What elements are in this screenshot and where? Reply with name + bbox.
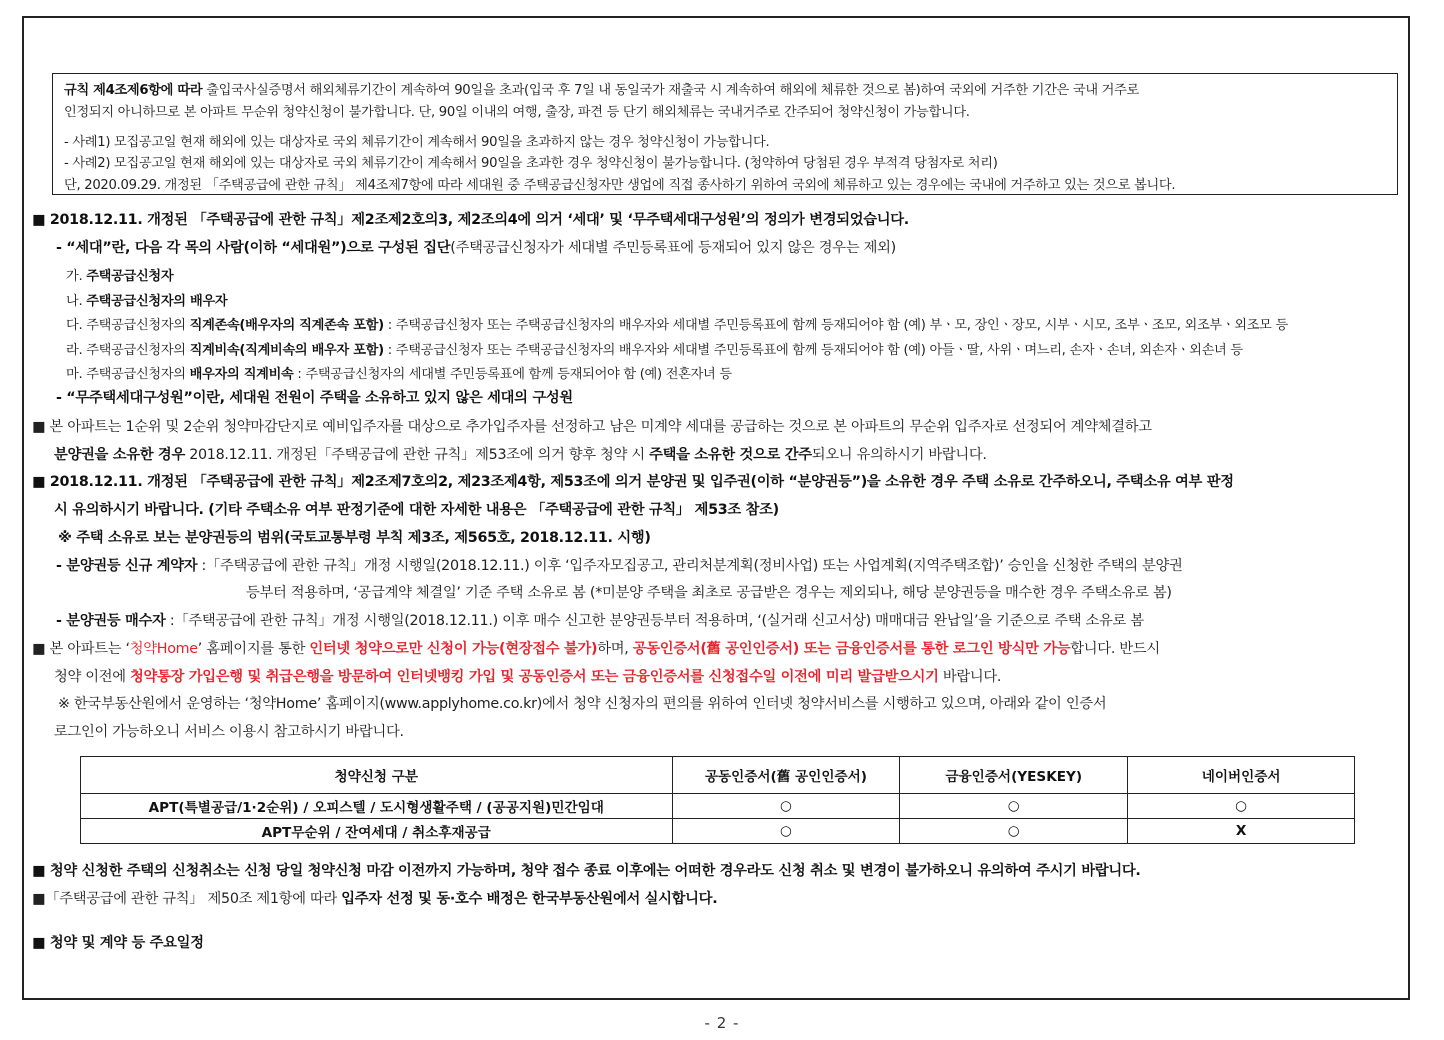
- household-definition-heading: ■ 2018.12.11. 개정된 「주택공급에 관한 규칙」제2조제2호의3, 제2조의4에 의거 ‘세대’ 및 ‘무주택세대구성원’의 정의가 변경되었습니다.: [32, 212, 909, 228]
- household-member-ga: 가. 주택공급신청자: [66, 269, 174, 284]
- presale-right-notice-line-2: 시 유의하시기 바랍니다. (기타 주택소유 여부 판정기준에 대한 자세한 내용은 「주택공급에 관한 규칙」 제53조 참조): [54, 502, 779, 518]
- notice-case-1: - 사례1) 모집공고일 현재 해외에 있는 대상자로 국외 체류기간이 계속해서 90일을 초과하지 않는 경우 청약신청이 가능합니다.: [64, 135, 770, 150]
- reserve-winner-notice-line-1: ■ 본 아파트는 1순위 및 2순위 청약마감단지로 예비입주자를 대상으로 추가입주자를 선정하고 남은 미계약 세대를 공급하는 것으로 본 아파트의 무순위 입주자로 선정되어 계약체결하고: [32, 419, 1152, 435]
- presale-right-scope: ※ 주택 소유로 보는 분양권등의 범위(국토교통부령 부칙 제3조, 제565호, 2018.12.11. 시행): [58, 530, 651, 546]
- presale-new-contractor: - 분양권등 신규 계약자 :「주택공급에 관한 규칙」개정 시행일(2018.12.11.) 이후 ‘입주자모집공고, 관리처분계획(정비사업) 또는 사업계획(지역주택조합)’ 승인을 신청한 주택의 분양권: [56, 558, 1183, 574]
- table-header-cell: 청약신청 구분: [81, 757, 673, 794]
- household-member-ma: 마. 주택공급신청자의 배우자의 직계비속 : 주택공급신청자의 세대별 주민등록표에 함께 등재되어야 함 (예) 전혼자녀 등: [66, 367, 732, 382]
- household-member-ra: 라. 주택공급신청자의 직계비속(직계비속의 배우자 포함) : 주택공급신청자 또는 주택공급신청자의 배우자와 세대별 주민등록표에 함께 등재되어야 함 (예) 아들ㆍ딸, 사위ㆍ며느리, 손자ㆍ손녀, 외손자ㆍ외손녀 등: [66, 343, 1243, 358]
- household-definition: - “세대”란, 다음 각 목의 사람(이하 “세대원”)으로 구성된 집단(주택공급신청자가 세대별 주민등록표에 등재되어 있지 않은 경우는 제외): [56, 240, 896, 256]
- notice-exception: 단, 2020.09.29. 개정된 「주택공급에 관한 규칙」 제4조제7항에 따라 세대원 중 주택공급신청자만 생업에 직접 종사하기 위하여 국외에 체류하고 있는 경우에는 국내에 거주하고 있는 것으로 봅니다.: [64, 178, 1176, 193]
- table-cell-joint-cert: ○: [672, 819, 900, 844]
- notice-case-2: - 사례2) 모집공고일 현재 해외에 있는 대상자로 국외 체류기간이 계속해서 90일을 초과한 경우 청약신청이 불가능합니다. (청약하여 당첨된 경우 부적격 당첨자로 처리): [64, 156, 998, 171]
- reserve-winner-notice-line-2: 분양권을 소유한 경우 2018.12.11. 개정된「주택공급에 관한 규칙」제53조에 의거 향후 청약 시 주택을 소유한 것으로 간주되오니 유의하시기 바랍니다.: [54, 447, 987, 463]
- presale-buyer: - 분양권등 매수자 :「주택공급에 관한 규칙」개정 시행일(2018.12.11.) 이후 매수 신고한 분양권등부터 적용하며, ‘(실거래 신고서상) 매매대금 완납일’을 기준으로 주택 소유로 봄: [56, 613, 1144, 629]
- applyhome-service-note-line-2: 로그인이 가능하오니 서비스 이용시 참고하시기 바랍니다.: [54, 724, 404, 740]
- certificate-login-table: [80, 756, 1355, 844]
- table-cell-category: APT(특별공급/1·2순위) / 오피스텔 / 도시형생활주택 / (공공지원)민간임대: [81, 794, 673, 819]
- table-header-row: [81, 757, 1355, 794]
- table-cell-category: APT무순위 / 잔여세대 / 취소후재공급: [81, 819, 673, 844]
- household-member-na: 나. 주택공급신청자의 배우자: [66, 294, 228, 309]
- internet-application-notice-line-2: 청약 이전에 청약통장 가입은행 및 취급은행을 방문하여 인터넷뱅킹 가입 및 공동인증서 또는 금융인증서를 신청접수일 이전에 미리 발급받으시기 바랍니다.: [54, 669, 1002, 685]
- table-cell-joint-cert: ○: [672, 794, 900, 819]
- no-house-member-definition: - “무주택세대구성원”이란, 세대원 전원이 주택을 소유하고 있지 않은 세대의 구성원: [56, 390, 573, 406]
- table-cell-naver-cert: ○: [1128, 794, 1355, 819]
- table-cell-finance-cert: ○: [900, 819, 1128, 844]
- notice-line-2: 인정되지 아니하므로 본 아파트 무순위 청약신청이 불가합니다. 단, 90일 이내의 여행, 출장, 파견 등 단기 해외체류는 국내거주로 간주되어 청약신청이 가능합니다.: [64, 105, 970, 120]
- page-number: - 2 -: [704, 1014, 740, 1032]
- internet-application-notice-line-1: ■ 본 아파트는 ‘청약Home’ 홈페이지를 통한 인터넷 청약으로만 신청이 가능(현장접수 불가)하며, 공동인증서(舊 공인인증서) 또는 금융인증서를 통한 로그인 방식만 가능합니다. 반드시: [32, 641, 1160, 657]
- table-cell-naver-cert: X: [1128, 819, 1355, 844]
- unit-assignment-notice: ■「주택공급에 관한 규칙」 제50조 제1항에 따라 입주자 선정 및 동·호수 배정은 한국부동산원에서 실시합니다.: [32, 891, 718, 907]
- table-header-cell: 네이버인증서: [1128, 757, 1355, 794]
- presale-new-contractor-cont: 등부터 적용하며, ‘공급계약 체결일’ 기준 주택 소유로 봄 (*미분양 주택을 최초로 공급받은 경우는 제외되나, 해당 분양권등을 매수한 경우 주택소유로 봄): [246, 585, 1172, 601]
- presale-right-notice-line-1: ■ 2018.12.11. 개정된 「주택공급에 관한 규칙」제2조제7호의2, 제23조제4항, 제53조에 의거 분양권 및 입주권(이하 “분양권등”)을 소유한 경우 주택 소유로 간주하오니, 주택소유 여부 판정: [32, 474, 1234, 490]
- applyhome-service-note-line-1: ※ 한국부동산원에서 운영하는 ‘청약Home’ 홈페이지(www.applyhome.co.kr)에서 청약 신청자의 편의를 위하여 인터넷 청약서비스를 시행하고 있으며, 아래와 같이 인증서: [58, 696, 1107, 712]
- table-header-cell: 공동인증서(舊 공인인증서): [672, 757, 900, 794]
- cancellation-notice: ■ 청약 신청한 주택의 신청취소는 신청 당일 청약신청 마감 이전까지 가능하며, 청약 접수 종료 이후에는 어떠한 경우라도 신청 취소 및 변경이 불가하오니 유의하여 주시기 바랍니다.: [32, 863, 1141, 879]
- household-member-da: 다. 주택공급신청자의 직계존속(배우자의 직계존속 포함) : 주택공급신청자 또는 주택공급신청자의 배우자와 세대별 주민등록표에 함께 등재되어야 함 (예) 부ㆍ모, 장인ㆍ장모, 시부ㆍ시모, 조부ㆍ조모, 외조부ㆍ외조모 등: [66, 318, 1288, 333]
- table-header-cell: 금융인증서(YESKEY): [900, 757, 1128, 794]
- table-cell-finance-cert: ○: [900, 794, 1128, 819]
- notice-line-1: 규칙 제4조제6항에 따라 출입국사실증명서 해외체류기간이 계속하여 90일을 초과(입국 후 7일 내 동일국가 재출국 시 계속하여 해외에 체류한 것으로 봄)하여 국외에 거주한 기간은 국내 거주로: [64, 83, 1139, 98]
- table-row: [81, 819, 1355, 844]
- table-row: [81, 794, 1355, 819]
- schedule-section-heading: ■ 청약 및 계약 등 주요일정: [32, 935, 204, 951]
